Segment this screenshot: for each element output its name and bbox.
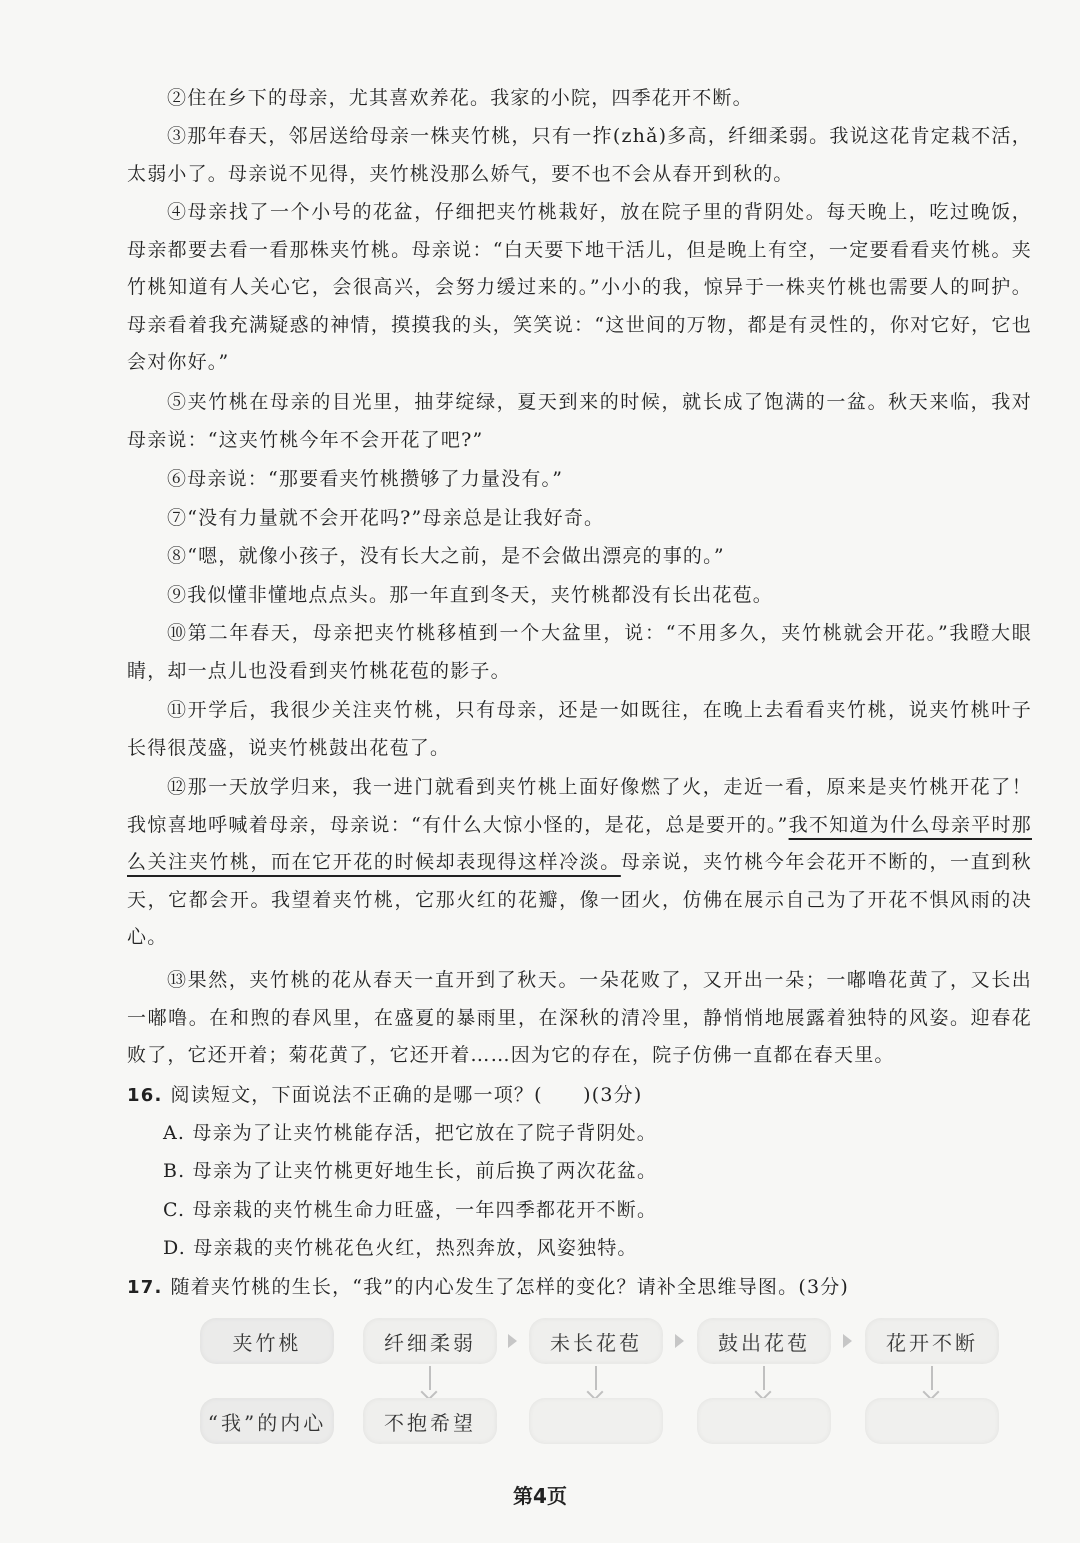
question-17-text: 随着夹竹桃的生长，“我”的内心发生了怎样的变化？请补全思维导图。(3分) xyxy=(170,1276,850,1298)
paragraph-5: ⑤夹竹桃在母亲的目光里，抽芽绽绿，夏天到来的时候，就长成了饱满的一盆。秋天来临，我对母亲说：“这夹竹桃今年不会开花了吧?” xyxy=(127,391,1032,451)
question-16-option-c: C. 母亲栽的夹竹桃生命力旺盛，一年四季都花开不断。 xyxy=(163,1199,658,1221)
question-16-option-a: A. 母亲为了让夹竹桃能存活，把它放在了院子背阴处。 xyxy=(163,1122,658,1144)
paragraph-11: ⑪开学后，我很少关注夹竹桃，只有母亲，还是一如既往，在晚上去看看夹竹桃，说夹竹桃叶子长得很茂盛，说夹竹桃鼓出花苞了。 xyxy=(127,699,1032,759)
map-answer-blank-2[interactable] xyxy=(529,1398,663,1444)
right-arrow-icon xyxy=(675,1334,684,1348)
down-arrow-icon xyxy=(756,1366,772,1398)
paragraph-4: ④母亲找了一个小号的花盆，仔细把夹竹桃栽好，放在院子里的背阴处。每天晚上，吃过晚饭，母亲都要去看一看那株夹竹桃。母亲说：“白天要下地干活儿，但是晚上有空，一定要看看夹竹桃。夹竹桃知道有人关心它，会很高兴，会努力缓过来的。”小小的我，惊异于一株夹竹桃也需要人的呵护。母亲看着我充满疑惑的神情，摸摸我的头，笑笑说：“这世间的万物，都是有灵性的，你对它好，它也会对你好。” xyxy=(127,201,1032,373)
paragraph-10: ⑩第二年春天，母亲把夹竹桃移植到一个大盆里，说：“不用多久，夹竹桃就会开花。”我瞪大眼睛，却一点儿也没看到夹竹桃花苞的影子。 xyxy=(127,622,1032,682)
question-16-number: 16. xyxy=(127,1085,163,1106)
question-16-option-d: D. 母亲栽的夹竹桃花色火红，热烈奔放，风姿独特。 xyxy=(163,1237,638,1259)
map-label-my-heart: “我”的内心 xyxy=(200,1398,334,1444)
map-label-oleander: 夹竹桃 xyxy=(200,1318,334,1364)
paragraph-8: ⑧“嗯，就像小孩子，没有长大之前，是不会做出漂亮的事的。” xyxy=(167,545,725,567)
page-number: 第4页 xyxy=(513,1484,567,1508)
question-16-option-b: B. 母亲为了让夹竹桃更好地生长，前后换了两次花盆。 xyxy=(163,1160,658,1182)
map-node-stage-1: 纤细柔弱 xyxy=(363,1318,497,1364)
question-17-number: 17. xyxy=(127,1277,163,1298)
map-answer-blank-3[interactable] xyxy=(697,1398,831,1444)
paragraph-13: ⑬果然，夹竹桃的花从春天一直开到了秋天。一朵花败了，又开出一朵；一嘟噜花黄了，又长出一嘟噜。在和煦的春风里，在盛夏的暴雨里，在深秋的清冷里，静悄悄地展露着独特的风姿。迎春花败了，它还开着；菊花黄了，它还开着……因为它的存在，院子仿佛一直都在春天里。 xyxy=(127,969,1032,1066)
mind-map xyxy=(195,1318,1005,1448)
map-answer-1: 不抱希望 xyxy=(363,1398,497,1444)
map-node-stage-4: 花开不断 xyxy=(865,1318,999,1364)
paragraph-9: ⑨我似懂非懂地点点头。那一年直到冬天，夹竹桃都没有长出花苞。 xyxy=(167,584,774,606)
paragraph-6: ⑥母亲说：“那要看夹竹桃攒够了力量没有。” xyxy=(167,468,564,490)
map-node-stage-3: 鼓出花苞 xyxy=(697,1318,831,1364)
down-arrow-icon xyxy=(588,1366,604,1398)
map-node-stage-2: 未长花苞 xyxy=(529,1318,663,1364)
down-arrow-icon xyxy=(924,1366,940,1398)
paragraph-12-start: ⑫那一天放学归来，我一进门就看到夹竹桃上面好像燃了火，走近一看，原来是夹竹桃开花了！我惊喜地呼喊着母亲，母亲说：“有什么大惊小怪的，是花，总是要开的。” xyxy=(127,776,1032,836)
question-16-text: 阅读短文，下面说法不正确的是哪一项？( )(3分) xyxy=(170,1084,643,1106)
down-arrow-icon xyxy=(422,1366,438,1398)
paragraph-12 xyxy=(127,769,1032,957)
paragraph-3: ③那年春天，邻居送给母亲一株夹竹桃，只有一拃(zhǎ)多高，纤细柔弱。我说这花肯定栽不活，太弱小了。母亲说不见得，夹竹桃没那么娇气，要不也不会从春开到秋的。 xyxy=(127,125,1032,185)
paragraph-2: ②住在乡下的母亲，尤其喜欢养花。我家的小院，四季花开不断。 xyxy=(167,87,753,109)
right-arrow-icon xyxy=(843,1334,852,1348)
right-arrow-icon xyxy=(508,1334,517,1348)
map-answer-blank-4[interactable] xyxy=(865,1398,999,1444)
underlined-sentence: 我不知道为什么母亲平时那么关注夹竹桃，而在它开花的时候却表现得这样冷淡。 xyxy=(127,813,1032,873)
paragraph-7: ⑦“没有力量就不会开花吗?”母亲总是让我好奇。 xyxy=(167,507,605,529)
paragraph-12-end: 母亲说，夹竹桃今年会花开不断的，一直到秋天，它都会开。我望着夹竹桃，它那火红的花瓣，像一团火，仿佛在展示自己为了开花不惧风雨的决心。 xyxy=(127,851,1032,948)
question-16 xyxy=(127,1077,1032,1115)
question-17 xyxy=(127,1269,1032,1307)
